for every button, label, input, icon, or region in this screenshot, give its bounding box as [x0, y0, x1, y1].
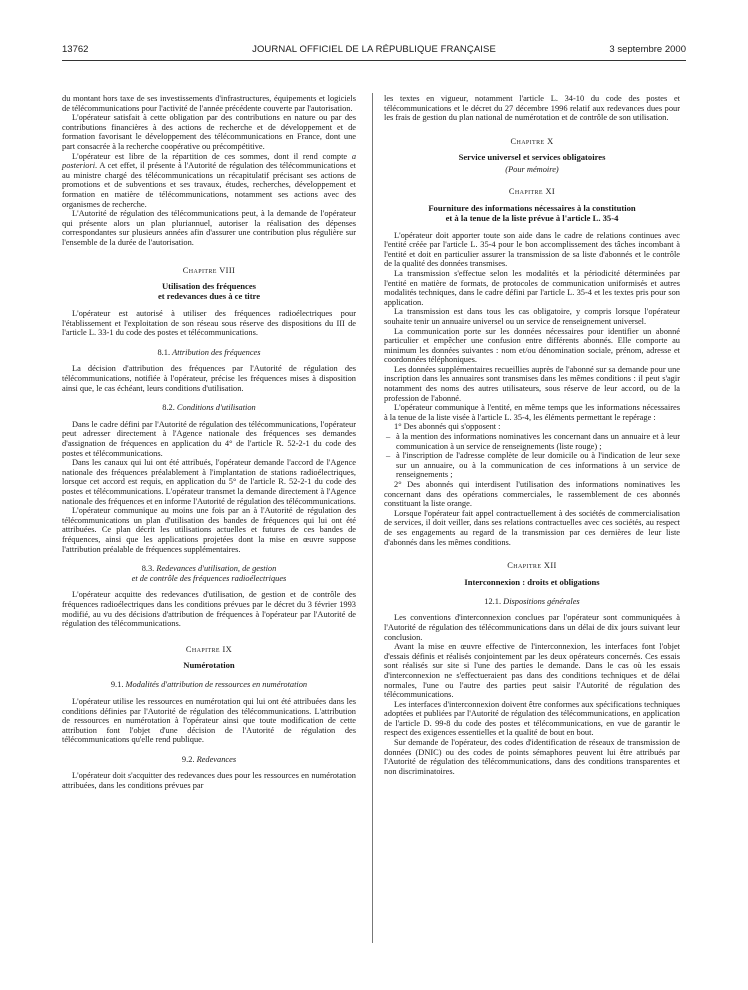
- section-title: 8.2. Conditions d'utilisation: [162, 403, 256, 413]
- paragraph: La transmission s'effectue selon les modalités et la périodicité déterminées par l'entité en matière de formats, de protocoles de communication uniformisés et autres modalités techniques, dans le cadre défini par l'article L. 35-4 et les textes pris pour son application.: [384, 268, 680, 307]
- journal-title: JOURNAL OFFICIEL DE LA RÉPUBLIQUE FRANÇAISE: [252, 44, 496, 55]
- chapter-title: Interconnexion : droits et obligations: [464, 576, 600, 587]
- right-column: [384, 94, 680, 776]
- paragraph: Avant la mise en œuvre effective de l'interconnexion, les interfaces font l'objet d'essais définis et réalisés conjointement par les deux opérateurs concernés. Ces essais sont réalisés sur site si l'une des parties le demande. Dans le cas où les essais d'interconnexion ne s'effectueraient pas dans des conditions techniques et de délai normales, l'une ou l'autre des parties peut saisir l'Autorité de régulation des télécommunications.: [384, 642, 680, 700]
- paragraph: L'opérateur est autorisé à utiliser des fréquences radioélectriques pour l'établissement et l'exploitation de son réseau sous réserve des dispositions du III de l'article L. 33-1 du code des postes et télécommunications.: [62, 309, 356, 338]
- chapter-label: Chapitre IX: [185, 644, 233, 654]
- chapter-title: Fourniture des informations nécessaires à la constitution et à la tenue de la liste prévue à l'article L. 35-4: [428, 202, 636, 223]
- dash-bullet: –: [386, 451, 391, 461]
- list-item: – à l'inscription de l'adresse complète de leur domicile ou à l'indication de leur sexe sur un annuaire, ou à la communication de ces informations à un service de renseignements ;: [386, 451, 680, 480]
- chapter-title: Service universel et services obligatoires: [458, 152, 606, 163]
- paragraph: L'opérateur doit apporter toute son aide dans le cadre de relations continues avec l'entité créée par l'article L. 35-4 pour le bon accomplissement des tâches incombant à l'entité et doit en particulier assurer la transmission de sa liste d'abonnés et le contrôle de la qualité des données transmises.: [384, 230, 680, 269]
- section-title: 12.1. Dispositions générales: [484, 596, 580, 606]
- paragraph: La communication porte sur les données nécessaires pour identifier un abonné particulier et empêcher une confusion entre différents abonnés. Elle comporte au minimum les données suivantes : nom et/ou dénomination sociale, prénom, adresse et coordonnées téléphoniques.: [384, 326, 680, 365]
- paragraph: L'opérateur utilise les ressources en numérotation qui lui ont été attribuées dans les conditions définies par l'Autorité de régulation des télécommunications. L'attribution de ressources en numérotation à l'opérateur ainsi que toute modification de cette attribution font l'objet d'une décision de l'Autorité de régulation des télécommunications qu'elle rend publique.: [62, 696, 356, 745]
- chapter-label: Chapitre VIII: [182, 265, 236, 275]
- paragraph: Les interfaces d'interconnexion doivent être conformes aux spécifications techniques adoptées et publiées par l'Autorité de régulation des télécommunications, en application de l'article D. 99-8 du code des postes et télécommunications, en vue de garantir le respect des exigences essentielles et la qualité de bout en bout.: [384, 699, 680, 738]
- section-title: 8.1. Attribution des fréquences: [157, 347, 261, 357]
- page-number: 13762: [62, 44, 89, 55]
- paragraph: L'opérateur satisfait à cette obligation par des contributions en nature ou par des contributions financières à des actions de recherche et de développement et de formation favorisant le développement des télécommunications en France, dont une part consacrée à la recherche coopérative ou précompétitive.: [62, 113, 356, 151]
- list-item: – à la mention des informations nominatives les concernant dans un annuaire et à leur communication à un service de renseignements (liste rouge) ;: [386, 432, 680, 451]
- paragraph: L'opérateur acquitte des redevances d'utilisation, de gestion et de contrôle des fréquences radioélectriques dans les conditions prévues par le décret du 3 février 1993 modifié, au vu des décisions d'attribution de fréquences à l'opérateur par l'Autorité de régulation des télécommunications.: [62, 590, 356, 629]
- paragraph: Les conventions d'interconnexion conclues par l'opérateur sont communiquées à l'Autorité de régulation des télécommunications dans un délai de dix jours suivant leur conclusion.: [384, 613, 680, 642]
- paragraph: Lorsque l'opérateur fait appel contractuellement à des sociétés de commercialisation de services, il doit veiller, dans ses relations contractuelles avec ces sociétés, au respect de ses engagements au regard de la transmission par ces dernières de leur liste d'abonnés dans les mêmes conditions.: [384, 508, 680, 547]
- section-title: 9.1. Modalités d'attribution de ressources en numérotation: [110, 680, 308, 690]
- paragraph: Les données supplémentaires recueillies auprès de l'abonné sur sa demande pour une inscription dans les annuaires sont transmises dans les mêmes conditions : il peut s'agir notamment des noms des autres utilisateurs, sous réserve de leur accord, ou de la profession de l'abonné.: [384, 364, 680, 403]
- chapter-label: Chapitre XII: [507, 561, 557, 571]
- chapter-title: Utilisation des fréquences et redevances dues à ce titre: [157, 281, 261, 302]
- text-run: . A cet effet, il présente à l'Autorité de régulation des télécommunications et au ministre chargé des télécommunications un récapitulatif précisant ses actions de promotions et de subventions et ses travaux, études, recherches, développement et formation en matière de télécommunications, notamment ses actions avec des organismes de recherche.: [62, 161, 356, 209]
- paragraph: La décision d'attribution des fréquences par l'Autorité de régulation des télécommunications, notifiée à l'opérateur, précise les fréquences mises à disposition ainsi que, le cas échéant, leurs conditions d'utilisation.: [62, 364, 356, 393]
- section-title: 9.2. Redevances: [181, 754, 237, 764]
- list-item: 1° Des abonnés qui s'opposent :: [394, 422, 501, 432]
- paragraph: L'opérateur doit s'acquitter des redevances dues pour les ressources en numérotation attribuées, dans les conditions prévues par: [62, 771, 356, 791]
- header-rule: [62, 60, 686, 61]
- left-column: [62, 94, 356, 791]
- paragraph: L'opérateur communique à l'entité, en même temps que les informations nécessaires à la tenue de la liste visée à l'article L. 35-4, les éléments permettant le repérage :: [384, 403, 680, 422]
- column-divider: [372, 93, 373, 943]
- chapter-label: Chapitre XI: [508, 186, 556, 196]
- paragraph: L'opérateur communique au moins une fois par an à l'Autorité de régulation des télécommunications un plan d'utilisation des bandes de fréquences qui lui ont été attribuées. Ce plan décrit les utilisations actuelles et futures de ces bandes de fréquences, ainsi que les applications projetées dont la mise en œuvre suppose l'attribution préalable de fréquences supplémentaires.: [62, 506, 356, 554]
- publication-date: 3 septembre 2000: [609, 44, 686, 55]
- paragraph: La transmission est dans tous les cas obligatoire, y compris lorsque l'opérateur souhaite tenir un annuaire universel ou un service de renseignement universel.: [384, 307, 680, 326]
- chapter-subtitle: (Pour mémoire): [505, 165, 559, 175]
- paragraph: Dans les canaux qui lui ont été attribués, l'opérateur demande l'accord de l'Agence nationale des fréquences préalablement à l'implantation de stations radioélectriques, lorsque cet accord est requis, en application du 5° de l'article R. 52-2-1 du code des postes et télécommunications. L'opérateur transmet la demande directement à l'Agence nationale des fréquences et en informe l'Autorité de régulation des télécommunications.: [62, 458, 356, 506]
- paragraph: Sur demande de l'opérateur, des codes d'identification de réseaux de transmission de données (DNIC) ou des codes de points sémaphores peuvent lui être attribués par l'Autorité de régulation des télécommunications, dans des conditions transparentes et non discriminatoires.: [384, 738, 680, 776]
- text-run: L'opérateur est libre de la répartition de ces sommes, dont il rend compte: [72, 151, 352, 161]
- list-item: 2° Des abonnés qui interdisent l'utilisation des informations nominatives les concernant dans des opérations commerciales, le rassemblement de ces abonnés constituant la liste orange.: [384, 480, 680, 509]
- chapter-label: Chapitre X: [510, 136, 554, 146]
- paragraph: du montant hors taxe de ses investissements d'infrastructures, équipements et logiciels de télécommunications pour l'activité de l'année précédente couverte par l'autorisation.: [62, 94, 356, 113]
- paragraph: L'Autorité de régulation des télécommunications peut, à la demande de l'opérateur qui présente alors un plan pluriannuel, autoriser la réalisation des dépenses correspondantes sur plusieurs années afin d'assurer une contribution plus régulière sur l'ensemble de la durée de l'autorisation.: [62, 209, 356, 247]
- paragraph: les textes en vigueur, notamment l'article L. 34-10 du code des postes et télécommunications et le décret du 27 décembre 1996 relatif aux redevances dues pour les frais de gestion du plan national de numérotation et de contrôle de son utilisation.: [384, 94, 680, 123]
- dash-bullet: –: [386, 432, 391, 442]
- paragraph: [62, 152, 356, 210]
- page-header: [62, 44, 686, 58]
- chapter-title: Numérotation: [183, 660, 235, 671]
- italic-text: a posteriori: [62, 151, 356, 171]
- paragraph: Dans le cadre défini par l'Autorité de régulation des télécommunications, l'opérateur peut adresser directement à l'Agence nationale des fréquences ses demandes d'assignation de fréquences en application du 4° de l'article R. 52-2-1 du code des postes et télécommunications.: [62, 419, 356, 458]
- section-title: 8.3. Redevances d'utilisation, de gestion et de contrôle des fréquences radioélectriques: [131, 564, 287, 583]
